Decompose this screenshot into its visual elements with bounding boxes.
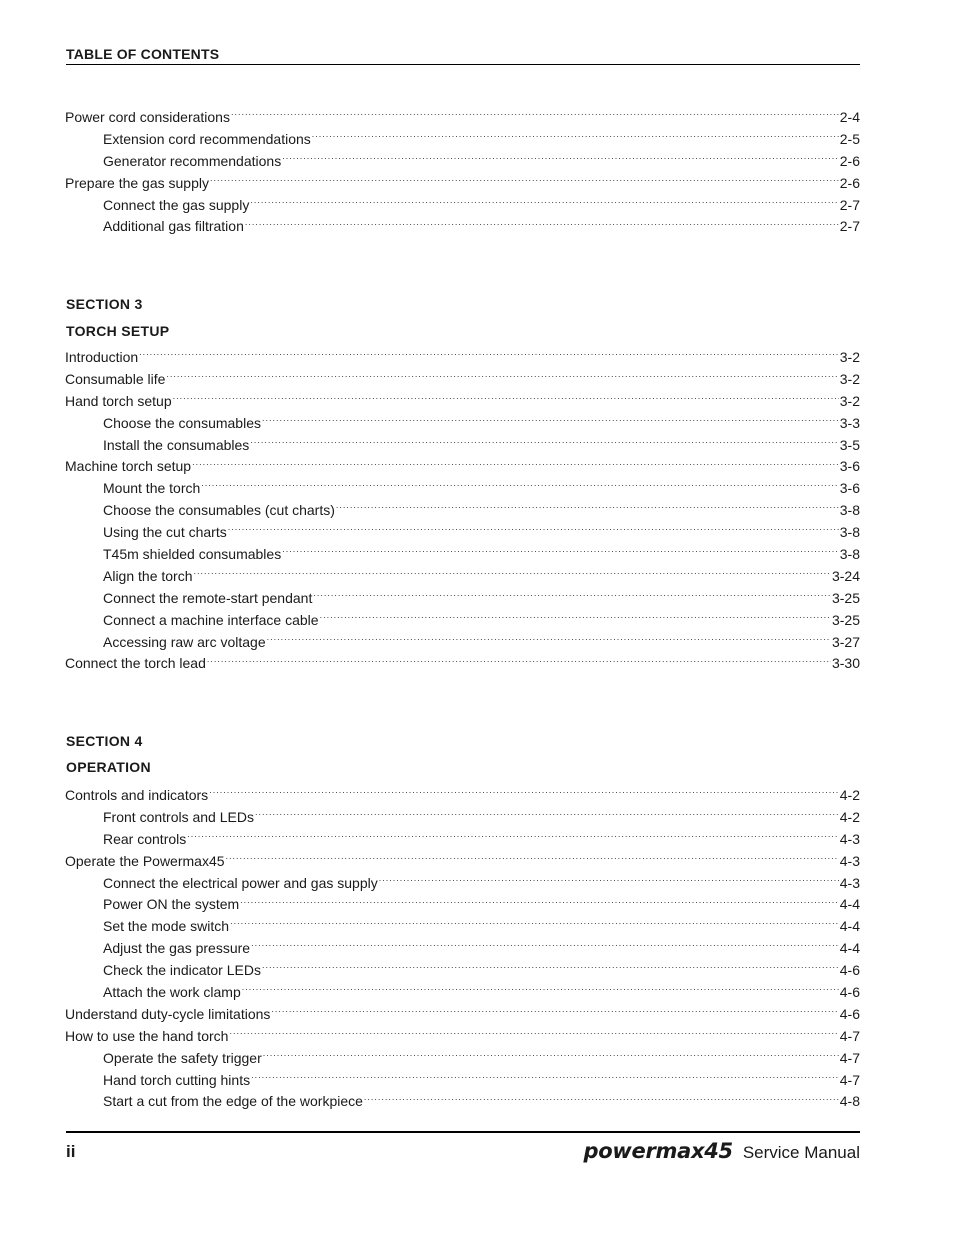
dot-leader [166,370,838,384]
toc-entry-title: Adjust the gas pressure [103,940,251,957]
toc-entry-title: Connect the torch lead [65,655,206,672]
toc-entry[interactable] [65,829,860,851]
dot-leader [336,501,839,515]
toc-entry[interactable] [65,1091,860,1113]
dot-leader [262,961,839,975]
toc-entry-title: Connect the electrical power and gas supply [103,874,378,891]
page-footer [66,1131,860,1163]
toc-entry-page: 4-8 [839,1093,860,1110]
toc-entry-page: 4-3 [839,852,860,869]
toc-entry-page: 2-7 [839,218,860,235]
toc-entry-title: Front controls and LEDs [103,808,254,825]
toc-entry-title: Rear controls [103,830,187,847]
toc-entry-title: Controls and indicators [65,787,209,803]
toc-entry-title: Set the mode switch [103,918,230,935]
toc-entry[interactable] [65,894,860,916]
dot-leader [209,786,839,800]
dot-leader [194,567,831,581]
toc-entry-title: T45m shielded consumables [103,546,282,563]
dot-leader [173,392,839,406]
footer-page-number: ii [66,1142,76,1161]
dot-leader [262,414,839,428]
toc-entry-page: 3-2 [839,370,860,387]
toc-entry-page: 2-6 [839,174,860,191]
dot-leader [245,217,839,231]
dot-leader [251,1071,839,1085]
dot-leader [313,589,831,603]
toc-entry-title: Understand duty-cycle limitations [65,1005,271,1022]
dot-leader [210,174,839,188]
page-header: TABLE OF CONTENTS [66,46,860,65]
dot-leader [267,633,831,647]
toc-entry[interactable] [65,588,860,610]
toc-group-section3 [65,347,860,675]
dot-leader [282,152,839,166]
toc-entry[interactable] [65,391,860,413]
toc-entry-page: 2-5 [839,130,860,147]
toc-entry-title: Align the torch [103,567,193,584]
toc-entry-page: 4-4 [839,896,860,913]
dot-leader [139,348,839,362]
toc-entry[interactable] [65,916,860,938]
toc-entry-page: 3-3 [839,414,860,431]
dot-leader [263,1049,839,1063]
dot-leader [282,545,839,559]
toc-entry-page: 4-2 [839,808,860,825]
toc-entry[interactable] [65,129,860,151]
toc-entry-page: 3-6 [839,480,860,497]
toc-entry[interactable] [65,851,860,873]
toc-entry-page: 4-7 [839,1049,860,1066]
toc-entry[interactable] [65,369,860,391]
dot-leader [228,523,839,537]
toc-entry[interactable] [65,107,860,129]
toc-entry-title: Extension cord recommendations [103,130,311,147]
section3-label: SECTION 3 [66,296,143,312]
toc-entry[interactable] [65,1070,860,1092]
toc-entry-title: Choose the consumables (cut charts) [103,502,335,519]
toc-entry-title: Generator recommendations [103,152,282,169]
dot-leader [242,983,839,997]
toc-entry[interactable] [65,413,860,435]
dot-leader [230,917,839,931]
toc-entry-page: 4-3 [839,830,860,847]
dot-leader [250,196,838,210]
toc-entry-title: Connect the remote-start pendant [103,589,313,606]
toc-group-section2 [65,107,860,238]
toc-entry-page: 4-6 [839,1005,860,1022]
toc-entry[interactable] [65,500,860,522]
toc-entry-title: Connect a machine interface cable [103,611,319,628]
toc-entry-title: How to use the hand torch [65,1027,229,1044]
toc-entry-page: 3-8 [839,546,860,563]
toc-entry-title: Additional gas filtration [103,218,244,235]
toc-entry[interactable] [65,173,860,195]
dot-leader [231,108,839,122]
toc-entry[interactable] [65,566,860,588]
toc-entry-title: Power cord considerations [65,109,230,125]
toc-entry-page: 2-6 [839,152,860,169]
toc-entry-title: Attach the work clamp [103,984,241,1001]
toc-entry-title: Operate the Powermax45 [65,852,225,869]
toc-entry-title: Install the consumables [103,436,250,453]
toc-entry[interactable] [65,522,860,544]
dot-leader [364,1092,839,1106]
dot-leader [226,852,839,866]
toc-group-section4 [65,785,860,1113]
toc-entry-page: 4-6 [839,984,860,1001]
toc-entry-title: Using the cut charts [103,524,227,541]
dot-leader [187,830,839,844]
toc-entry-title: Connect the gas supply [103,196,250,213]
toc-entry[interactable] [65,1004,860,1026]
toc-entry-title: Hand torch cutting hints [103,1071,251,1088]
dot-leader [255,808,839,822]
toc-entry[interactable] [65,785,860,807]
toc-entry-page: 4-4 [839,918,860,935]
footer-manual-title: Service Manual [742,1143,860,1162]
toc-entry-title: Check the indicator LEDs [103,962,261,979]
toc-entry[interactable] [65,938,860,960]
brand-logo: powermax45 [583,1139,733,1163]
toc-entry[interactable] [65,216,860,238]
toc-entry-title: Prepare the gas supply [65,174,209,191]
toc-entry-title: Mount the torch [103,480,201,497]
toc-entry-page: 3-24 [831,567,860,584]
dot-leader [379,874,839,888]
toc-entry-title: Machine torch setup [65,458,192,475]
toc-entry[interactable] [65,347,860,369]
toc-entry-page: 4-6 [839,962,860,979]
toc-entry[interactable] [65,195,860,217]
toc-entry-page: 4-2 [839,787,860,803]
toc-entry-page: 2-7 [839,196,860,213]
toc-entry-page: 3-8 [839,502,860,519]
toc-entry[interactable] [65,873,860,895]
toc-entry-title: Consumable life [65,370,166,387]
dot-leader [250,436,838,450]
toc-entry-page: 3-5 [839,436,860,453]
dot-leader [271,1005,838,1019]
toc-entry[interactable] [65,807,860,829]
dot-leader [229,1027,838,1041]
toc-entry-page: 4-7 [839,1071,860,1088]
toc-entry-page: 3-25 [831,589,860,606]
dot-leader [251,939,839,953]
toc-entry-page: 3-30 [831,655,860,672]
toc-entry[interactable] [65,456,860,478]
toc-entry-title: Accessing raw arc voltage [103,633,266,650]
toc-entry-title: Choose the consumables [103,414,261,431]
dot-leader [201,479,838,493]
toc-entry-page: 4-4 [839,940,860,957]
section3-title: TORCH SETUP [66,323,170,339]
toc-entry-page: 3-25 [831,611,860,628]
toc-entry[interactable] [65,478,860,500]
toc-entry-page: 4-3 [839,874,860,891]
toc-entry-title: Hand torch setup [65,392,172,409]
toc-entry-page: 3-2 [839,392,860,409]
toc-entry-title: Introduction [65,349,139,365]
toc-entry[interactable] [65,151,860,173]
toc-entry[interactable] [65,982,860,1004]
toc-entry[interactable] [65,632,860,654]
toc-entry[interactable] [65,1026,860,1048]
toc-entry[interactable] [65,544,860,566]
toc-entry-page: 3-27 [831,633,860,650]
toc-entry[interactable] [65,960,860,982]
dot-leader [192,457,839,471]
section4-title: OPERATION [66,759,151,775]
section4-label: SECTION 4 [66,733,143,749]
toc-entry-page: 3-8 [839,524,860,541]
dot-leader [240,895,839,909]
dot-leader [320,611,831,625]
toc-entry-title: Start a cut from the edge of the workpiece [103,1093,363,1110]
toc-entry[interactable] [65,610,860,632]
dot-leader [207,654,831,668]
toc-entry-page: 2-4 [839,109,860,125]
toc-entry[interactable] [65,653,860,675]
toc-entry[interactable] [65,435,860,457]
footer-brand [584,1139,860,1163]
toc-entry-page: 3-6 [839,458,860,475]
toc-entry-page: 4-7 [839,1027,860,1044]
toc-entry-title: Operate the safety trigger [103,1049,262,1066]
dot-leader [312,130,839,144]
toc-entry-title: Power ON the system [103,896,240,913]
toc-entry-page: 3-2 [839,349,860,365]
toc-entry[interactable] [65,1048,860,1070]
